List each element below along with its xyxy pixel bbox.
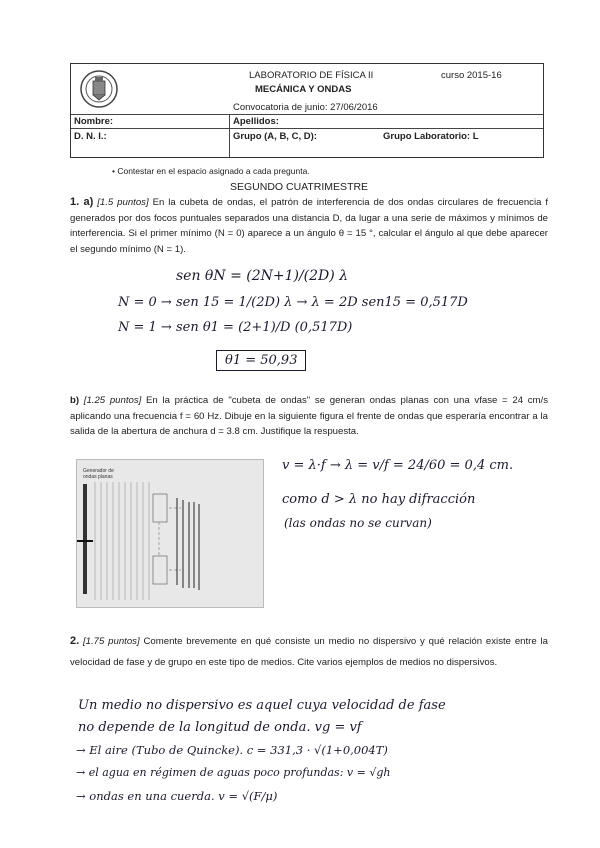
figure-label-line-2: ondas planas <box>83 474 113 480</box>
q2-answer-line-1: Un medio no dispersivo es aquel cuya velocidad de fase <box>78 698 446 713</box>
university-seal-icon <box>79 67 119 111</box>
q1b-text: En la práctica de "cubeta de ondas" se generan ondas planas con una vfase = 24 cm/s aplicando una frecuencia f = 60 Hz. Dibuje en la siguiente figura el frente de ondas que esperaría encontrar a la salida de la abertura de anchura d = 3.8 cm. Justifique la respuesta. <box>70 395 548 437</box>
q1b-points: [1.25 puntos] <box>83 395 142 406</box>
q2-answer-line-3: → El aire (Tubo de Quincke). c = 331,3 · √(1+0,004T) <box>76 743 388 757</box>
q1a-answer-line-3: N = 1 → sen θ1 = (2+1)/D (0,517D) <box>118 320 353 335</box>
q1b-answer-line-3: (las ondas no se curvan) <box>284 516 432 530</box>
convocatoria: Convocatoria de junio: 27/06/2016 <box>233 102 378 113</box>
q2-number: 2. <box>70 635 80 647</box>
q1b-label: b) <box>70 395 80 406</box>
q1a-text: En la cubeta de ondas, el patrón de interferencia de dos ondas circulares de frecuencia f generados por dos focos puntuales separados una distancia D, da lugar a una serie de máximos y mínimos de interferencia. Si el primer mínimo (N = 0) aparece a un ángulo θ = 15 °, calcular el ángulo al que debe aparecer el segundo mínimo (N = 1). <box>70 197 549 255</box>
course-year: curso 2015-16 <box>441 70 502 81</box>
grupo-label: Grupo (A, B, C, D): <box>233 131 317 142</box>
q2-points: [1.75 puntos] <box>83 636 140 647</box>
q2-answer-line-2: no depende de la longitud de onda. vg = vf <box>78 720 362 735</box>
lab-title: LABORATORIO DE FÍSICA II <box>249 70 374 81</box>
q1a-answer-line-2: N = 0 → sen 15 = 1/(2D) λ → λ = 2D sen15 = 0,517D <box>118 295 468 310</box>
instructions: • Contestar en el espacio asignado a cada pregunta. <box>112 166 310 176</box>
dni-label: D. N. I.: <box>74 131 107 142</box>
q1a-answer-line-1: sen θN = (2N+1)/(2D) λ <box>176 268 349 284</box>
question-1a <box>70 195 548 257</box>
q1a-number: 1. a) <box>70 196 94 208</box>
question-1b <box>70 393 548 440</box>
q1b-answer-line-1: v = λ·f → λ = v/f = 24/60 = 0,4 cm. <box>282 458 514 473</box>
grupo-lab-label: Grupo Laboratorio: L <box>383 131 479 142</box>
q2-answer-line-4: → el agua en régimen de aguas poco profundas: v = √gh <box>76 766 391 779</box>
figure-label-line-1: Generador de <box>83 468 114 474</box>
q1a-answer-result: θ1 = 50,93 <box>216 350 306 371</box>
q1b-answer-line-2: como d > λ no hay difracción <box>282 492 476 507</box>
wave-fronts-diagram <box>77 460 263 607</box>
apellidos-label: Apellidos: <box>233 116 279 127</box>
q1a-points: [1.5 puntos] <box>97 197 149 208</box>
nombre-label: Nombre: <box>74 116 114 127</box>
header-table <box>70 63 544 158</box>
subject-title: MECÁNICA Y ONDAS <box>255 84 352 95</box>
q2-text: Comente brevemente en qué consiste un medio no dispersivo y qué relación existe entre la velocidad de fase y de grupo en este tipo de medios. Cite varios ejemplos de medios no dispersivos. <box>70 636 548 668</box>
wave-tank-figure <box>76 459 264 608</box>
question-2 <box>70 631 548 673</box>
q2-answer-line-5: → ondas en una cuerda. v = √(F/μ) <box>76 789 278 803</box>
section-title: SEGUNDO CUATRIMESTRE <box>230 181 369 193</box>
